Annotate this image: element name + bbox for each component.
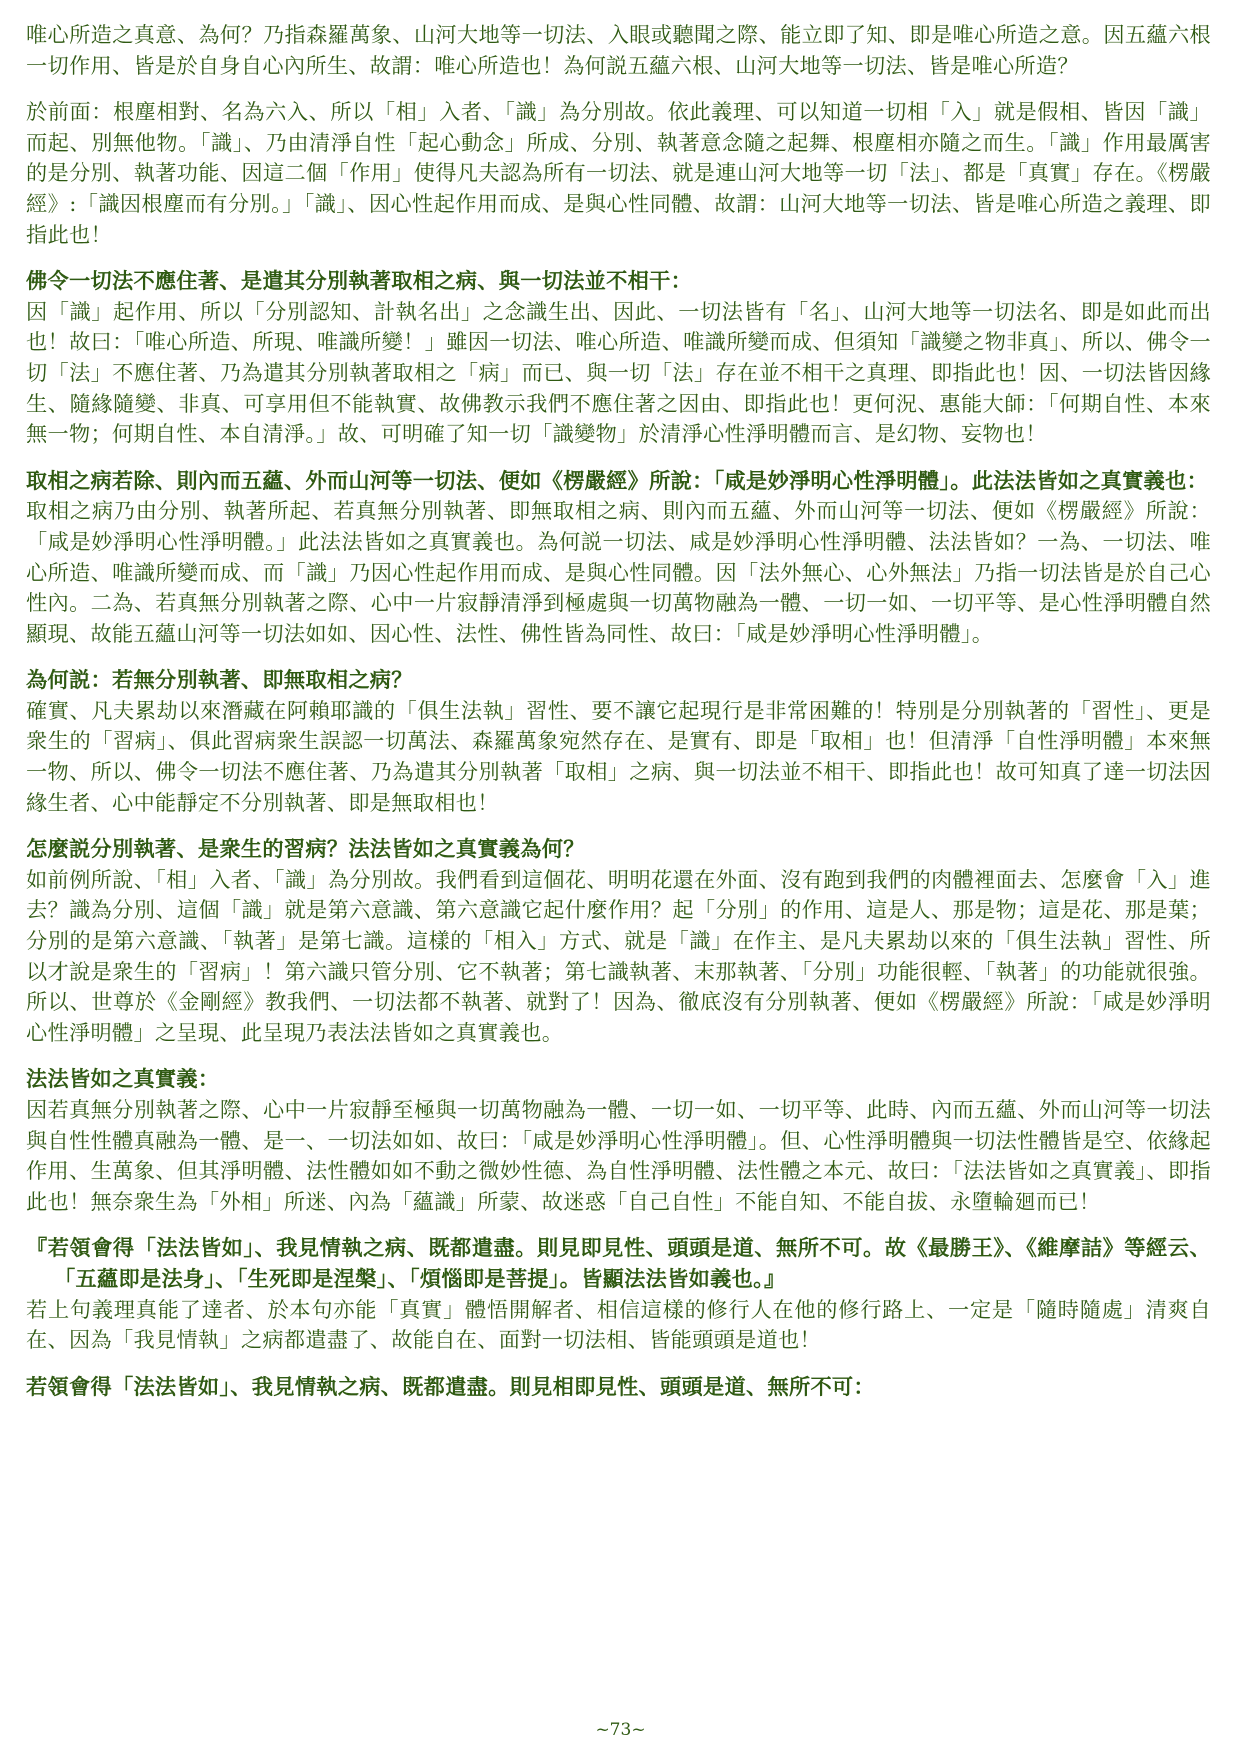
section-heading: 法法皆如之真實義： (26, 1066, 220, 1092)
paragraph-body: 唯心所造之真意、為何？乃指森羅萬象、山河大地等一切法、入眼或聽聞之際、能立即了知、即是唯心所造之意。因五蘊六根一切作用、皆是於自身自心內所生、故謂：唯心所造也！為何説五蘊六根、山河大地等一切法、皆是唯心所造？ (26, 22, 1211, 78)
section-heading: 若領會得「法法皆如」、我見情執之病、既都遣盡。則見相即見性、頭頭是道、無所不可： (26, 1373, 875, 1399)
section-heading: 佛令一切法不應住著、是遣其分別執著取相之病、與一切法並不相干： (26, 268, 693, 294)
section-not-dwell (26, 266, 1211, 450)
section-why-no-grasping (26, 665, 1211, 818)
section-heading: 取相之病若除、則內而五蘊、外而山河等一切法、便如《楞嚴經》所說：「咸是妙淨明心性淨明體」。此法法皆如之真實義也： (26, 467, 1209, 493)
quote-heading: 『若領會得「法法皆如」、我見情執之病、既都遣盡。則見即見性、頭頭是道、無所不可。故《最勝王》、《維摩詰》等經云、「五蘊即是法身」、「生死即是涅槃」、「煩惱即是菩提」。皆顯法法皆如義也。』 (26, 1235, 1211, 1291)
section-quote (26, 1233, 1211, 1355)
paragraph-root-dust (26, 97, 1211, 250)
section-heading: 怎麼説分別執著、是衆生的習病？法法皆如之真實義為何？ (26, 836, 585, 862)
section-final-heading (26, 1372, 1211, 1403)
paragraph-body: 因「識」起作用、所以「分別認知、計執名出」之念識生出、因此、一切法皆有「名」、山河大地等一切法名、即是如此而出也！故曰：「唯心所造、所現、唯識所變！」雖因一切法、唯心所造、唯識所變而成、但須知「識變之物非真」、所以、佛令一切「法」不應住著、乃為遣其分別執著取相之「病」而已、與一切「法」存在並不相干之真理、即指此也！因、一切法皆因緣生、隨緣隨變、非真、可享用但不能執實、故佛教示我們不應住著之因由、即指此也！更何況、惠能大師：「何期自性、本來無一物；何期自性、本自清淨。」故、可明確了知一切「識變物」於清淨心性淨明體而言、是幻物、妄物也！ (26, 298, 1211, 447)
paragraph-body: 於前面：根塵相對、名為六入、所以「相」入者、「識」為分別故。依此義理、可以知道一切相「入」就是假相、皆因「識」而起、別無他物。「識」、乃由清淨自性「起心動念」所成、分別、執著意念隨之起舞、根塵相亦隨之而生。「識」作用最厲害的是分別、執著功能、因這二個「作用」使得凡夫認為所有一切法、就是連山河大地等一切「法」、都是「真實」存在。《楞嚴經》:「識因根塵而有分別。」「識」、因心性起作用而成、是與心性同體、故謂：山河大地等一切法、皆是唯心所造之義理、即指此也！ (26, 99, 1211, 247)
paragraph-body: 確實、凡夫累劫以來潛藏在阿賴耶識的「俱生法執」習性、要不讓它起現行是非常困難的！特別是分別執著的「習性」、更是衆生的「習病」、俱此習病衆生誤認一切萬法、森羅萬象宛然存在、是實有、即是「取相」也！但清淨「自性淨明體」本來無一物、所以、佛令一切法不應住著、乃為遣其分別執著「取相」之病、與一切法並不相干、即指此也！故可知真了達一切法因緣生者、心中能靜定不分別執著、即是無取相也！ (26, 697, 1211, 815)
page-number: ~73~ (595, 1720, 646, 1740)
section-true-meaning (26, 1064, 1211, 1217)
paragraph-body: 取相之病乃由分別、執著所起、若真無分別執著、即無取相之病、則內而五蘊、外而山河等一切法、便如《楞嚴經》所說：「咸是妙淨明心性淨明體。」此法法皆如之真實義也。為何説一切法、咸是妙淨明心性淨明體、法法皆如？一為、一切法、唯心所造、唯識所變而成、而「識」乃因心性起作用而成、是與心性同體。因「法外無心、心外無法」乃指一切法皆是於自己心性內。二為、若真無分別執著之際、心中一片寂靜清淨到極處與一切萬物融為一體、一切一如、一切平等、是心性淨明體自然顯現、故能五蘊山河等一切法如如、因心性、法性、佛性皆為同性、故曰：「咸是妙淨明心性淨明體」。 (26, 498, 1211, 646)
section-heading: 為何説：若無分別執著、即無取相之病？ (26, 667, 413, 693)
paragraph-intro (26, 20, 1211, 81)
paragraph-body: 如前例所說、「相」入者、「識」為分別故。我們看到這個花、明明花還在外面、沒有跑到我們的肉體裡面去、怎麼會「入」進去？識為分別、這個「識」就是第六意識、第六意識它起什麼作用？起「分別」的作用、這是人、那是物；這是花、那是葉；分別的是第六意識、「執著」是第七識。這樣的「相入」方式、就是「識」在作主、是凡夫累劫以來的「俱生法執」習性、所以才說是衆生的「習病」！第六識只管分別、它不執著；第七識執著、末那執著、「分別」功能很輕、「執著」的功能就很強。所以、世尊於《金剛經》教我們、一切法都不執著、就對了！因為、徹底沒有分別執著、便如《楞嚴經》所說：「咸是妙淨明心性淨明體」之呈現、此呈現乃表法法皆如之真實義也。 (26, 866, 1211, 1045)
paragraph-body: 因若真無分別執著之際、心中一片寂靜至極與一切萬物融為一體、一切一如、一切平等、此時、內而五蘊、外而山河等一切法與自性性體真融為一體、是一、一切法如如、故曰：「咸是妙淨明心性淨明體」。但、心性淨明體與一切法性體皆是空、依緣起作用、生萬象、但其淨明體、法性體如如不動之微妙性德、為自性淨明體、法性體之本元、故曰：「法法皆如之真實義」、即指此也！無奈衆生為「外相」所迷、內為「蘊識」所蒙、故迷惑「自己自性」不能自知、不能自拔、永墮輪廻而已！ (26, 1097, 1211, 1214)
section-habit-illness (26, 834, 1211, 1048)
paragraph-body: 若上句義理真能了達者、於本句亦能「真實」體悟開解者、相信這樣的修行人在他的修行路上、一定是「隨時隨處」清爽自在、因為「我見情執」之病都遣盡了、故能自在、面對一切法相、皆能頭頭是道也！ (26, 1296, 1211, 1353)
section-remove-grasping (26, 466, 1211, 650)
